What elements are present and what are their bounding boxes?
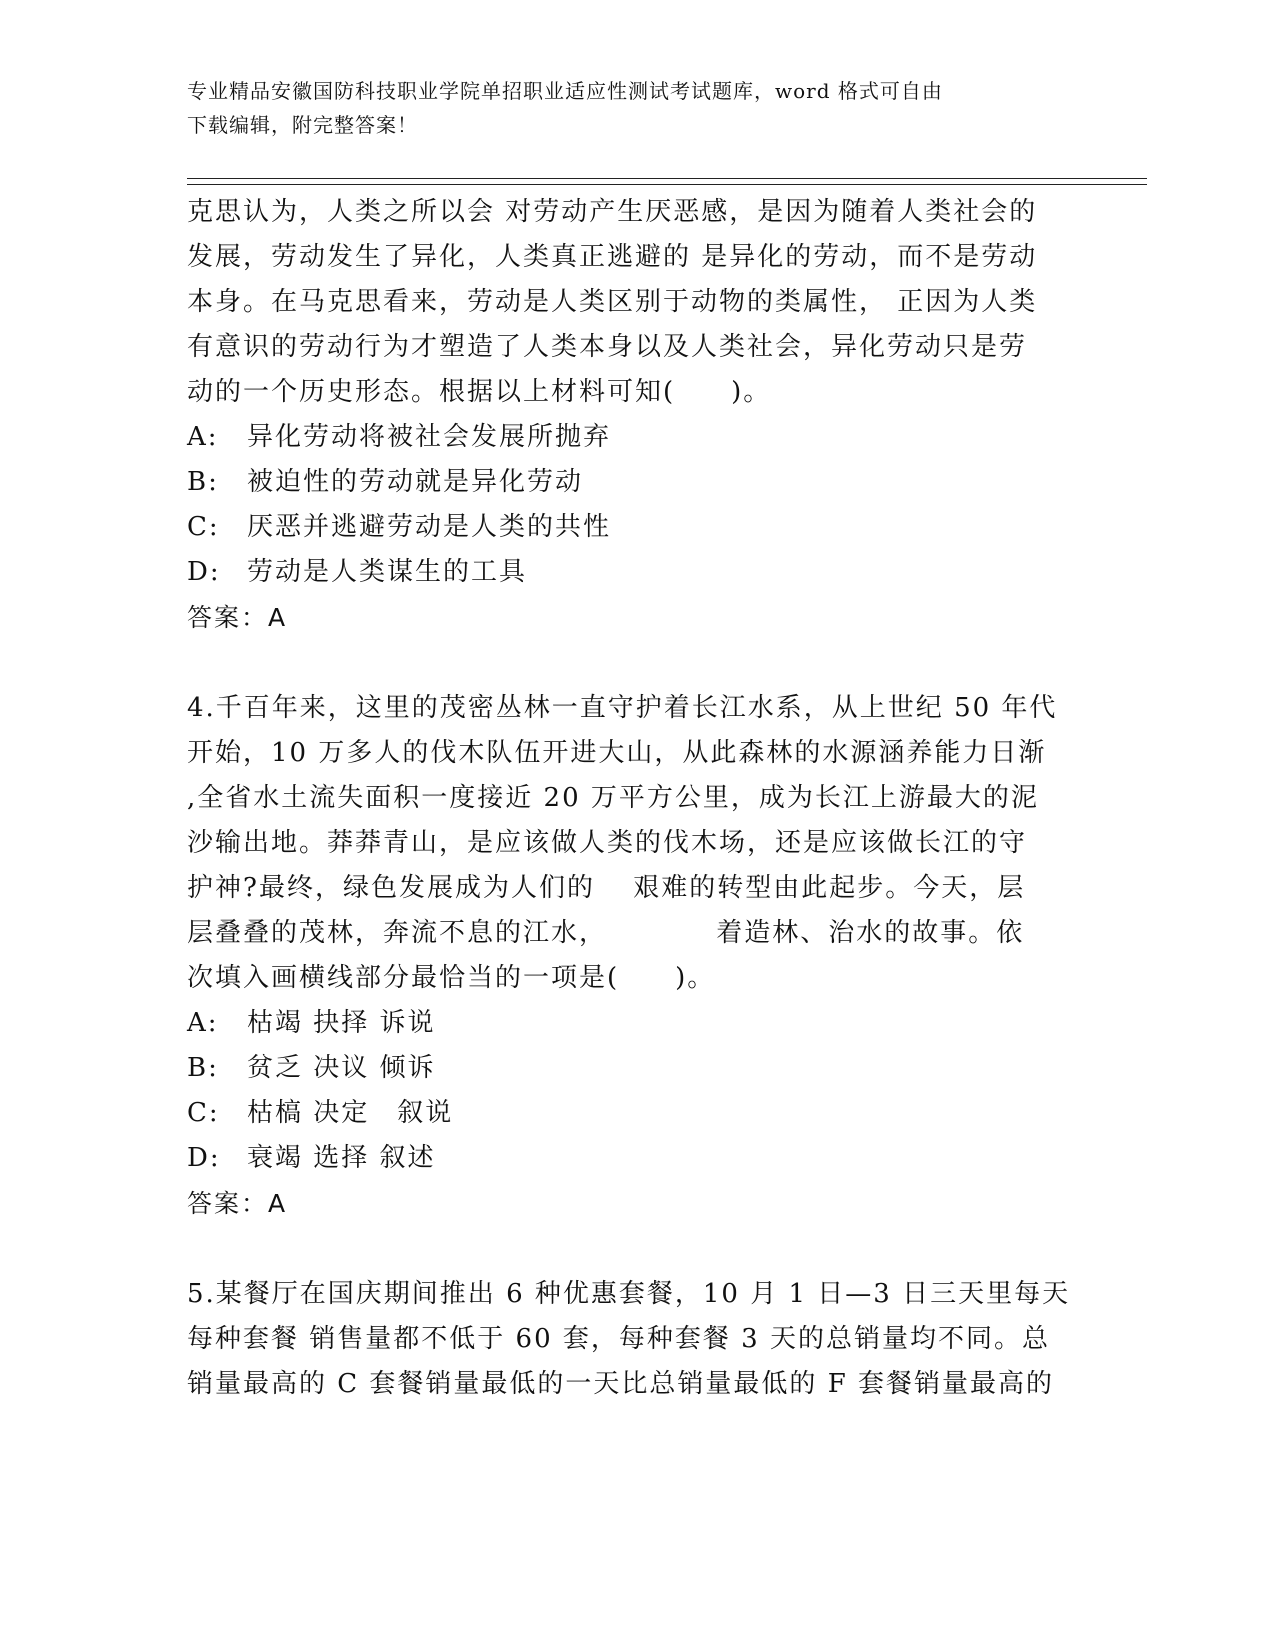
question-line: 每种套餐 销售量都不低于 60 套，每种套餐 3 天的总销量均不同。总: [187, 1324, 1050, 1354]
question-3-option-d: [187, 550, 1087, 595]
question-line: 护神?最终，绿色发展成为人们的 艰难的转型由此起步。今天，层: [187, 873, 1026, 903]
question-line: 次填入画横线部分最恰当的一项是( )。: [187, 963, 716, 993]
header-divider-bottom: [187, 184, 1147, 185]
option-letter: C:: [187, 1098, 220, 1128]
option-letter: D:: [187, 557, 221, 587]
option-letter: A:: [187, 422, 219, 452]
question-4-answer: 答案：A: [187, 1189, 288, 1218]
header-line-2: 下载编辑，附完整答案！: [187, 113, 418, 137]
option-letter: D:: [187, 1143, 221, 1173]
question-line: 开始，10 万多人的伐木队伍开进大山，从此森林的水源涵养能力日渐: [187, 738, 1047, 768]
question-4-option-d: [187, 1136, 1087, 1181]
question-3-option-c: [187, 505, 1087, 550]
question-line: 发展，劳动发生了异化，人类真正逃避的 是异化的劳动，而不是劳动: [187, 242, 1038, 272]
header-divider-top: [187, 178, 1147, 179]
header-line-1: 专业精品安徽国防科技职业学院单招职业适应性测试考试题库，word 格式可自由: [187, 79, 943, 103]
document-body: [187, 190, 1087, 1407]
question-line: 4.千百年来，这里的茂密丛林一直守护着长江水系，从上世纪 50 年代: [187, 693, 1058, 723]
question-line: 销量最高的 C 套餐销量最低的一天比总销量最低的 F 套餐销量最高的: [187, 1369, 1054, 1399]
question-4-option-a: [187, 1001, 1087, 1046]
question-3-answer: 答案：A: [187, 603, 288, 632]
question-line: 沙输出地。莽莽青山，是应该做人类的伐木场，还是应该做长江的守: [187, 828, 1028, 858]
option-text: 枯槁 决定 叙说: [247, 1098, 454, 1128]
question-line: 有意识的劳动行为才塑造了人类本身以及人类社会，异化劳动只是劳: [187, 332, 1028, 362]
spacer: [187, 1226, 1087, 1272]
question-line: 克思认为，人类之所以会 对劳动产生厌恶感，是因为随着人类社会的: [187, 197, 1038, 227]
option-letter: C:: [187, 512, 220, 542]
option-text: 被迫性的劳动就是异化劳动: [247, 467, 584, 497]
option-text: 枯竭 抉择 诉说: [247, 1008, 436, 1038]
question-line: 5.某餐厅在国庆期间推出 6 种优惠套餐，10 月 1 日—3 日三天里每天: [187, 1279, 1071, 1309]
question-line: 本身。在马克思看来，劳动是人类区别于动物的类属性， 正因为人类: [187, 287, 1038, 317]
question-4-option-b: [187, 1046, 1087, 1091]
question-line: 层叠叠的茂林，奔流不息的江水， 着造林、治水的故事。依: [187, 918, 1025, 948]
option-letter: B:: [187, 1053, 219, 1083]
option-text: 异化劳动将被社会发展所抛弃: [247, 422, 612, 452]
question-4-option-c: [187, 1091, 1087, 1136]
option-letter: B:: [187, 467, 219, 497]
spacer: [187, 640, 1087, 686]
option-text: 劳动是人类谋生的工具: [247, 557, 528, 587]
document-header: [187, 74, 1067, 142]
question-line: ,全省水土流失面积一度接近 20 万平方公里，成为长江上游最大的泥: [187, 783, 1039, 813]
question-3-stem: [187, 190, 1087, 415]
question-5-stem: [187, 1272, 1087, 1407]
option-text: 衰竭 选择 叙述: [247, 1143, 436, 1173]
option-text: 厌恶并逃避劳动是人类的共性: [247, 512, 612, 542]
question-line: 动的一个历史形态。根据以上材料可知( )。: [187, 377, 772, 407]
question-4-stem: [187, 686, 1087, 1001]
question-3-option-b: [187, 460, 1087, 505]
option-letter: A:: [187, 1008, 219, 1038]
option-text: 贫乏 决议 倾诉: [247, 1053, 436, 1083]
question-3-option-a: [187, 415, 1087, 460]
